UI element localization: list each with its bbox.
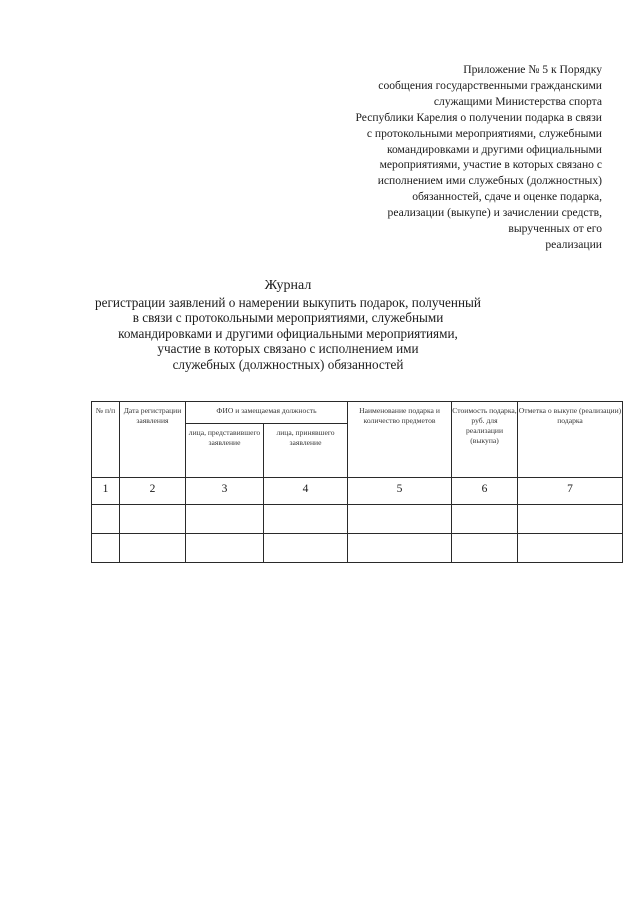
table-row — [92, 505, 623, 534]
appendix-line: исполнением ими служебных (должностных) — [377, 174, 602, 188]
table-cell — [348, 505, 452, 534]
journal-subtitle-line: командировками и другими официальными мероприятиями, — [118, 325, 458, 341]
appendix-line: сообщения государственными гражданскими — [378, 78, 602, 92]
header-fio: ФИО и замещаемая должность — [186, 402, 348, 424]
table-cell — [92, 534, 120, 563]
header-fio-submitter: лица, представившего заявление — [186, 424, 264, 478]
appendix-line: командировками и другими официальными — [386, 142, 602, 156]
column-number: 4 — [264, 478, 348, 505]
table-cell — [186, 534, 264, 563]
journal-title: Журнал — [264, 278, 312, 293]
table-cell — [518, 534, 623, 563]
table-cell — [120, 534, 186, 563]
appendix-line: вырученных от его — [508, 222, 602, 236]
header-date: Дата регистрации заявления — [120, 402, 186, 478]
header-gift: Наименование подарка и количество предметов — [348, 402, 452, 478]
column-number: 6 — [452, 478, 518, 505]
appendix-note — [302, 62, 602, 253]
appendix-line: Республики Карелия о получении подарка в связи — [355, 110, 602, 124]
journal-table — [91, 401, 623, 563]
header-cost: Стоимость подарка, руб. для реализации (выкупа) — [452, 402, 518, 478]
table-cell — [452, 505, 518, 534]
column-number-row — [92, 478, 623, 505]
column-number: 7 — [518, 478, 623, 505]
table-row — [92, 534, 623, 563]
table-cell — [264, 534, 348, 563]
appendix-line: реализации — [545, 237, 602, 251]
table-cell — [92, 505, 120, 534]
appendix-line: реализации (выкупе) и зачислении средств, — [387, 206, 602, 220]
journal-subtitle-line: регистрации заявлений о намерении выкупить подарок, полученный — [95, 294, 481, 310]
table-cell — [452, 534, 518, 563]
column-number: 1 — [92, 478, 120, 505]
header-row — [92, 402, 623, 424]
appendix-line: с протокольными мероприятиями, служебными — [366, 126, 602, 140]
table-cell — [186, 505, 264, 534]
table-cell — [348, 534, 452, 563]
journal-subtitle-line: в связи с протокольными мероприятиями, служебными — [132, 310, 444, 326]
column-number: 5 — [348, 478, 452, 505]
column-number: 3 — [186, 478, 264, 505]
journal-subtitle-line: участие в которых связано с исполнением ими — [157, 341, 419, 357]
appendix-line: Приложение № 5 к Порядку — [463, 63, 602, 76]
column-number: 2 — [120, 478, 186, 505]
appendix-line: обязанностей, сдаче и оценке подарка, — [412, 190, 602, 204]
header-num: № п/п — [92, 402, 120, 478]
appendix-line: мероприятиями, участие в которых связано с — [379, 158, 602, 172]
table-cell — [518, 505, 623, 534]
table-cell — [120, 505, 186, 534]
appendix-line: служащими Министерства спорта — [433, 94, 602, 108]
journal-title-block — [90, 278, 486, 373]
header-fio-receiver: лица, принявшего заявление — [264, 424, 348, 478]
table-cell — [264, 505, 348, 534]
journal-subtitle-line: служебных (должностных) обязанностей — [172, 356, 404, 372]
header-mark: Отметка о выкупе (реализации) подарка — [518, 402, 623, 478]
